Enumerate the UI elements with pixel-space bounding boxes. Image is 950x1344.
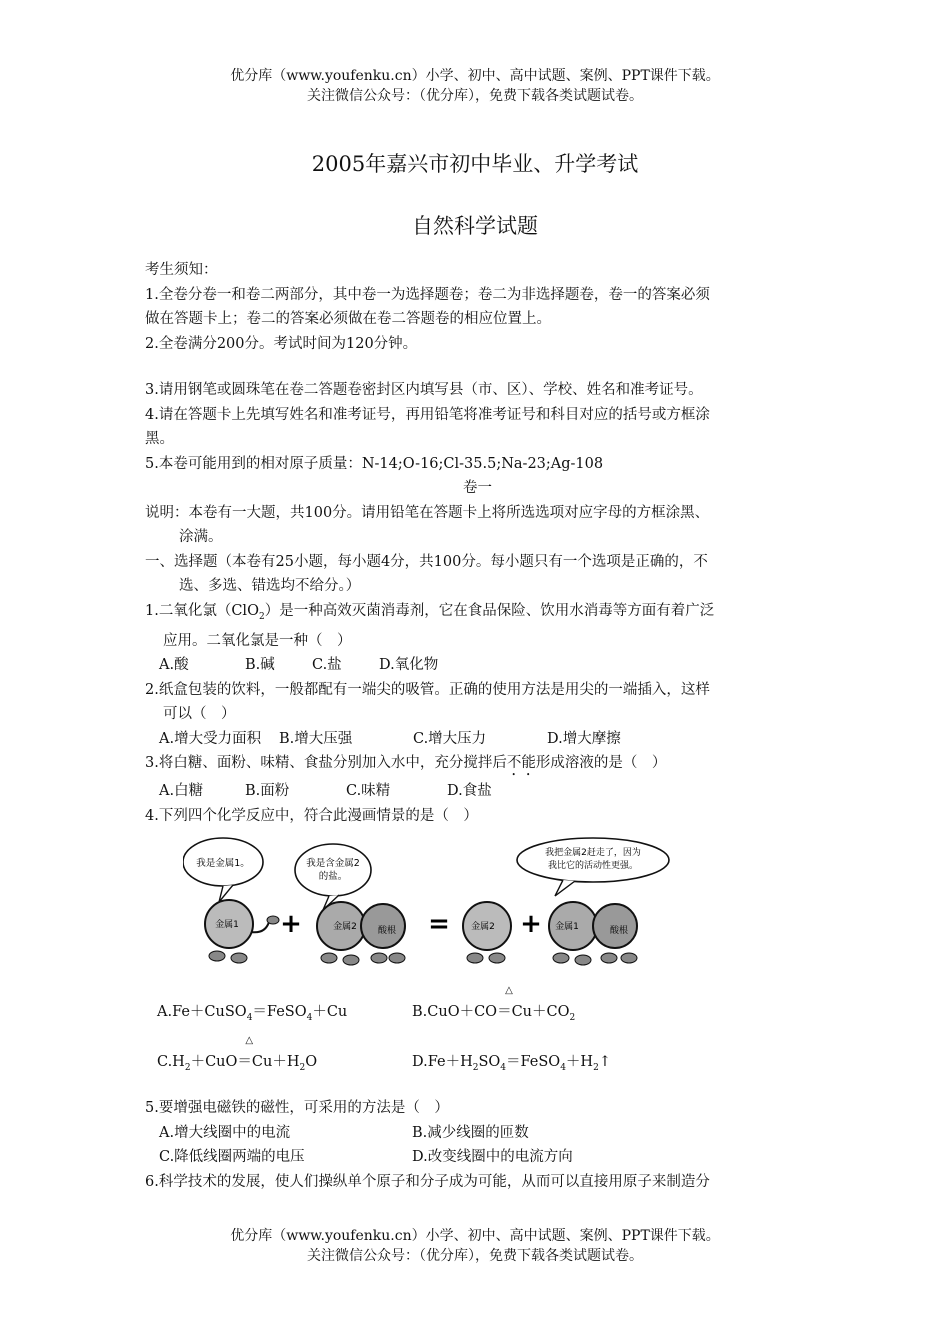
bubble-3-text-b: 我比它的活动性更强。 — [547, 861, 639, 872]
q1-option-a: A.酸 — [159, 657, 189, 674]
bubble-3-text-a: 我把金属2赶走了，因为 — [545, 848, 641, 859]
bubble-metal1 — [183, 838, 263, 902]
q4-option-b: B.CuO＋CO＝ △ $Cu+CO_2$ — [412, 985, 576, 1024]
q5-options-row-2 — [145, 1145, 810, 1170]
q1-option-b: B.碱 — [245, 657, 275, 674]
notice-item-2: 2.全卷满分200分。考试时间为120分钟。 — [145, 335, 418, 352]
acid-root-label-1: 酸根 — [377, 926, 397, 937]
footer-line-2: 关注微信公众号：（优分库），免费下载各类试题试卷。 — [307, 1248, 643, 1264]
q3-options — [145, 779, 810, 804]
notice-item-4b: 黑。 — [145, 431, 174, 447]
part1-instructions-a: 一、选择题（本卷有25小题，每小题4分，共100分。每小题只有一个选项是正确的，不 — [145, 553, 708, 570]
q5-option-d: D.改变线圈中的电流方向 — [412, 1149, 573, 1166]
q3-emphasis: 不能 — [506, 755, 536, 772]
metal2-product-character — [463, 902, 511, 963]
q4-cartoon — [183, 836, 673, 976]
q3-option-a: A.白糖 — [159, 783, 204, 800]
page-header — [0, 66, 950, 106]
metal2-product-label: 金属2 — [471, 922, 495, 933]
q3-option-d: D.食盐 — [447, 783, 492, 800]
q2-option-a: A.增大受力面积 — [159, 730, 262, 747]
heat-symbol-c: △ — [245, 1035, 254, 1047]
plus-sign-1: + — [280, 909, 302, 940]
header-line-2: 关注微信公众号：（优分库），免费下载各类试题试卷。 — [307, 88, 643, 104]
q4-cartoon-svg — [183, 836, 673, 976]
heat-symbol-b: △ — [505, 985, 513, 997]
q4-option-d: $D.Fe+H_2SO_4=FeSO_4+H_2↑$ — [412, 1054, 611, 1074]
q2-option-d: D.增大摩擦 — [547, 730, 621, 747]
q2-option-b: B.增大压强 — [279, 730, 353, 747]
acid-root-label-2: 酸根 — [609, 926, 629, 937]
q4-options-row-1 — [145, 985, 810, 1040]
q5-option-a: A.增大线圈中的电流 — [159, 1124, 291, 1141]
q1-stem-line2: 应用。二氧化氯是一种（ ） — [163, 632, 352, 649]
metal1-character — [205, 900, 279, 963]
section-label: 卷一 — [463, 480, 492, 496]
q3-stem: 3.将白糖、面粉、味精、食盐分别加入水中，充分搅拌后不能形成溶液的是（ ） — [145, 755, 667, 772]
notice-item-5: 5.本卷可能用到的相对原子质量：N-14;O-16;Cl-35.5;Na-23;Ag-108 — [145, 455, 604, 472]
section-note-b: 涂满。 — [179, 529, 223, 545]
header-line-1: 优分库（www.youfenku.cn）小学、初中、高中试题、案例、PPT课件下载。 — [230, 68, 720, 84]
bubble-2-text-b: 的盐。 — [318, 871, 348, 883]
q2-option-c: C.增大压力 — [413, 730, 487, 747]
notice-item-4a: 4.请在答题卡上先填写姓名和准考证号，再用铅笔将准考证号和科目对应的括号或方框涂 — [145, 406, 710, 423]
q1-option-c: C.盐 — [312, 657, 342, 674]
q4-options-row-2 — [145, 1035, 810, 1090]
q5-stem: 5.要增强电磁铁的磁性，可采用的方法是（ ） — [145, 1100, 449, 1117]
exam-body — [145, 258, 810, 1194]
q3-option-b: B.面粉 — [245, 783, 290, 800]
metal1-salt-character — [549, 902, 637, 965]
notice-item-1b: 做在答题卡上；卷二的答案必须做在卷二答题卷的相应位置上。 — [145, 311, 551, 327]
metal1-product-label: 金属1 — [555, 922, 579, 933]
q5-option-c: C.降低线圈两端的电压 — [159, 1149, 305, 1166]
part1-instructions-b: 选、多选、错选均不给分。） — [179, 578, 361, 594]
section-note-a: 说明：本卷有一大题，共100分。请用铅笔在答题卡上将所选选项对应字母的方框涂黑、 — [145, 504, 710, 521]
exam-subtitle: 自然科学试题 — [412, 214, 538, 238]
q5-options-row-1 — [145, 1121, 810, 1146]
q2-stem-line2: 可以（ ） — [163, 706, 236, 723]
q4-stem: 4.下列四个化学反应中，符合此漫画情景的是（ ） — [145, 807, 478, 824]
q4-option-c: $C.H_2+CuO=$ △ $Cu+H_2O$ — [157, 1035, 318, 1074]
q2-stem-line1: 2.纸盒包装的饮料，一般都配有一端尖的吸管。正确的使用方法是用尖的一端插入，这样 — [145, 681, 710, 698]
bubble-1-text: 我是金属1。 — [196, 858, 250, 870]
q6-stem: 6.科学技术的发展，使人们操纵单个原子和分子成为可能，从而可以直接用原子来制造分 — [145, 1173, 710, 1190]
q1-stem-line1: 1.二氧化氯（ClO$_2$）是一种高效灭菌消毒剂，它在食品保险、饮用水消毒等方面有着广泛 — [145, 602, 715, 622]
bubble-salt — [295, 844, 371, 910]
metal2-salt-character — [317, 902, 405, 965]
metal2-label: 金属2 — [333, 922, 357, 933]
page-footer — [0, 1226, 950, 1266]
q3-option-c: C.味精 — [346, 783, 391, 800]
plus-sign-2: + — [520, 909, 542, 940]
q1-option-d: D.氧化物 — [379, 657, 439, 674]
bubble-2-text-a: 我是含金属2 — [306, 858, 360, 870]
footer-line-1: 优分库（www.youfenku.cn）小学、初中、高中试题、案例、PPT课件下载。 — [230, 1228, 720, 1244]
q1-options — [145, 653, 810, 678]
notice-heading: 考生须知： — [145, 262, 218, 278]
q4-option-a: A.Fe＋CuSO$_4$＝FeSO$_4$＋Cu — [157, 1004, 348, 1024]
notice-item-3: 3.请用钢笔或圆珠笔在卷二答题卷密封区内填写县（市、区）、学校、姓名和准考证号。 — [145, 382, 703, 398]
bubble-displace — [517, 838, 669, 896]
q5-option-b: B.减少线圈的匝数 — [412, 1124, 529, 1141]
q2-options — [145, 727, 810, 752]
metal1-label: 金属1 — [215, 920, 239, 931]
equals-sign: = — [428, 909, 450, 940]
notice-item-1a: 1.全卷分卷一和卷二两部分，其中卷一为选择题卷；卷二为非选择题卷，卷一的答案必须 — [145, 286, 710, 303]
exam-title: 2005年嘉兴市初中毕业、升学考试 — [311, 152, 639, 176]
